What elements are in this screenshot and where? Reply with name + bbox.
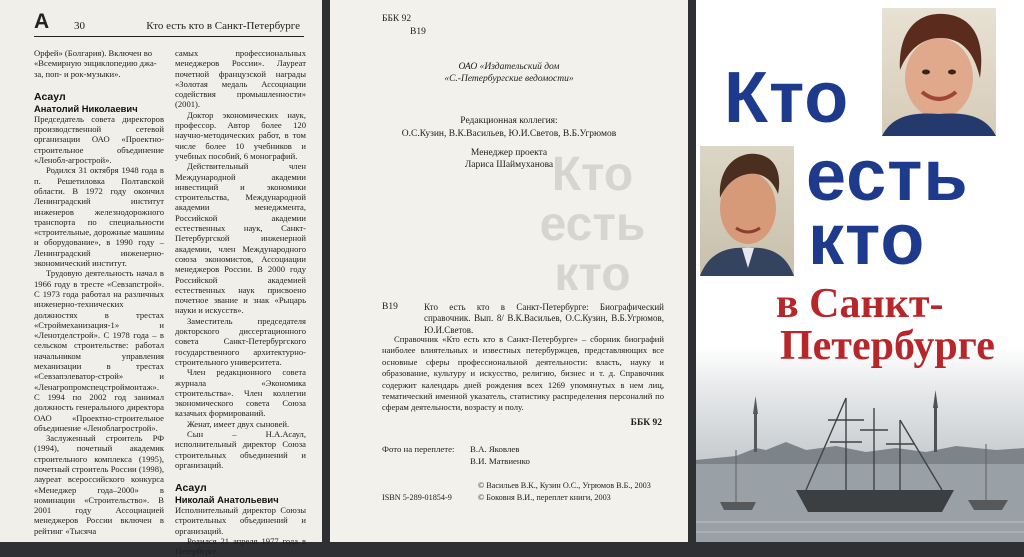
abstract: Справочник «Кто есть кто в Санкт-Петербурге» – сборник биографий наиболее влиятельных и известных петербуржцев, представляющих все основные сферы профессиональной деятельности: власть, науку и образование, культуру и искусство, религию, бизнес и т. д. Справочник содержит календарь дней рождения всех 1269 упомянутых в нем лиц, тематический именной указатель, статистику распределения персоналий по сферам деятельности, возрасту и полу. xyxy=(382,334,664,413)
text-line: за, поп- и рок-музыки». xyxy=(34,68,121,79)
entry-paragraph: Родился 21 апреля 1977 года в Петербурге. xyxy=(175,536,306,557)
copyright-authors: © Васильев В.К., Кузин О.С., Угрюмов В.Б., 2003 xyxy=(478,481,651,490)
man-portrait-photo xyxy=(700,146,794,276)
show-through-ghost-text xyxy=(505,150,680,300)
entry-paragraph: Женат, имеет двух сыновей. xyxy=(187,418,290,429)
board-names: О.С.Кузин, В.К.Васильев, Ю.И.Светов, В.Б.Угрюмов xyxy=(401,129,617,139)
photo-credit: В.А. Яковлев xyxy=(470,444,520,454)
woman-portrait-illustration xyxy=(882,8,996,136)
running-header xyxy=(34,10,304,37)
entry-given-name: Анатолий Николаевич xyxy=(34,102,138,114)
cover-subtitle-line: Петербурге xyxy=(780,323,995,369)
ghost-line: есть xyxy=(539,198,646,251)
entry-paragraph: Заместитель председателя докторского диссертационного совета Санкт-Петербургского государственного архитектурно-строительного университета. xyxy=(175,315,306,367)
continued-text xyxy=(34,48,164,79)
catalog-code: В19 xyxy=(382,302,398,312)
left-page xyxy=(0,0,322,557)
cover-subtitle-line: в Санкт- xyxy=(776,281,944,327)
isbn: ISBN 5-289-01854-9 xyxy=(382,493,452,502)
entry-paragraph: Родился 31 октября 1948 года в п. Решетиловка Полтавской области. В 1972 году окончил Ленинградский институт инженеров железнодорожного транспорта по специальности «строительные, дорожные машины и оборудование», в 1990 году – Ленинградский инженерно-экономический институт. xyxy=(34,165,164,269)
entry-paragraph: Председатель совета директоров производственной сетевой организации ОАО «Проектно-строительное объединение «Ленобл-агростр​ой». xyxy=(34,113,164,166)
page-number: 30 xyxy=(74,20,85,32)
cover-title-line: кто xyxy=(808,200,926,280)
bbk-label: ББК 92 xyxy=(382,14,412,24)
board-label: Редакционная коллегия: xyxy=(460,116,558,126)
entry-given-name: Николай Анатольевич xyxy=(175,494,279,506)
imprint-page xyxy=(330,0,688,542)
manager-name: Лариса Шаймуханова xyxy=(464,160,554,170)
entry-paragraph: самых профессиональных менеджеров России». Лауреат почетной французской награды «Золотая медаль Ассоциации содействия промышленности» (2001). xyxy=(175,48,306,110)
harbor-ships-illustration xyxy=(696,390,1024,542)
photo-credit: В.И. Матвиенко xyxy=(470,456,530,466)
publisher-line-2: «С.-Петербургские ведомости» xyxy=(444,74,574,84)
left-column xyxy=(34,48,164,536)
copyright-cover: © Боковня В.И., переплет книги, 2003 xyxy=(478,493,611,502)
photo-label: Фото на переплете: xyxy=(382,444,455,454)
text-line: Орфей» (Болгария). Включен во xyxy=(34,48,153,58)
text-line: «Всемирную энциклопедию джа- xyxy=(34,58,157,69)
bbk-bottom: ББК 92 xyxy=(630,418,662,428)
entry-paragraph: Заслуженный строитель РФ (1994), почетный академик строительного комплекса (1995), почетный строитель России (1998), лауреат всероссийского конкурса «Менеджер года–2000» в номинации «Строительство». В 2001 году Ассоциацией менеджеров России включен в рейтинг «Тысяча xyxy=(34,433,164,536)
ghost-line: Кто xyxy=(551,148,634,201)
manager-label: Менеджер проекта xyxy=(470,148,548,158)
index-code: В19 xyxy=(410,27,426,37)
catalog-text: Кто есть кто в Санкт-Петербурге: Биографический справочник. Вып. 8/ В.К.Васильев, О.С.Кузин, В.Б.Угрюмов, Ю.И.Светов. xyxy=(424,302,664,335)
right-column xyxy=(175,48,306,557)
entry-paragraph: Сын – Н.А.Асаул, исполнительный директор Союза строительных объединений и организаций. xyxy=(175,428,306,470)
section-letter: А xyxy=(34,10,50,33)
publisher-line-1: ОАО «Издательский дом xyxy=(458,62,560,72)
entry-surname: Асаул xyxy=(175,482,207,495)
entry-paragraph: Исполнительный директор Союзы строительных объединений и организаций. xyxy=(175,505,306,536)
entry-paragraph: Действительный член Международной академии инвестиций и экономики строительства, Международной академии менеджмента, Российской академии естественных наук, Санкт-Петербургской инженерной академии, член Международного союза экономистов, Ассоциации менеджеров России. В 2000 году Российской академией естественных наук присвоено почетное звание и знак «Рыцарь науки и искусств». xyxy=(175,161,306,316)
woman-portrait-photo xyxy=(882,8,996,136)
cover-title-line: Кто xyxy=(724,58,850,138)
man-portrait-illustration xyxy=(700,146,794,276)
cover-title-line: есть xyxy=(806,136,969,216)
entry-paragraph: Доктор экономических наук, профессор. Автор более 120 научно-методических работ, в том числе более 10 учебников и учебных пособий, 6 монографий. xyxy=(175,109,306,161)
entry-paragraph: Член редакционного совета журнала «Экономика строительства». Член коллегии экономического совета Союза казачьих формирований. xyxy=(175,367,306,419)
ghost-line: кто xyxy=(554,248,631,301)
entry-surname: Асаул xyxy=(34,90,66,103)
book-cover xyxy=(696,0,1024,542)
entry-paragraph: Трудовую деятельность начал в 1966 году в тресте «Севзапстрой». С 1973 года работал на различных инженерно-технических должностях в трестах «Строймеханизация-1» и «Ленотделстрой». С 1978 года – в сельском строительстве: работал начальником управления механизации в трестах «Севзапэлеватор-строй» и «Ленагропромспецстроймонтаж». С 1994 по 2002 год занимал должность генерального директора ОАО «Проектно-строительное объединение «Леноблагрострой». xyxy=(34,268,164,433)
running-title: Кто есть кто в Санкт-Петербурге xyxy=(146,20,300,32)
